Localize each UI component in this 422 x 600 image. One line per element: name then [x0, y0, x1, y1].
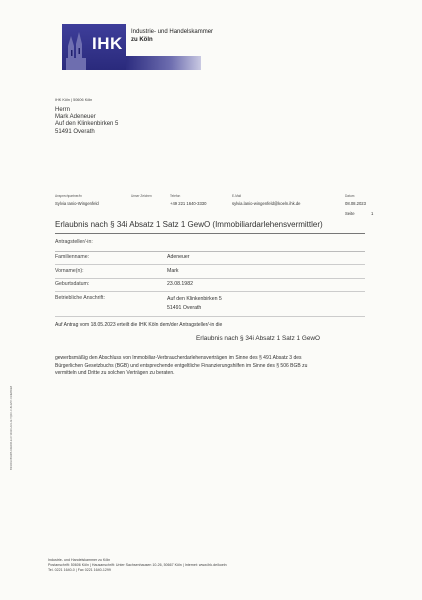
paragraph-line-1: gewerbsmäßig den Abschluss von Immobiliar-Verbraucherdarlehensverträgen im Sinne des § 491 Absatz 3 des	[55, 355, 302, 361]
applicant-heading: Antragsteller/-in:	[55, 239, 93, 245]
grant-sentence: Auf Antrag vom 18.05.2023 erteilt die IHK Köln dem/der Antragsteller/-in die	[55, 322, 223, 328]
address-rule	[55, 316, 365, 317]
sender-line: IHK Köln | 50606 Köln	[55, 98, 93, 102]
phone-label: Telefon	[170, 194, 181, 198]
permit-paragraph	[55, 355, 307, 378]
page-label: Seite	[345, 211, 355, 216]
logo-text: IHK	[92, 34, 123, 53]
chamber-name	[131, 28, 213, 44]
paragraph-line-3: vermitteln und Dritte zu solchen Verträgen zu beraten.	[55, 370, 175, 377]
business-address-label: Betriebliche Anschrift:	[55, 295, 105, 301]
chamber-line-1: Industrie- und Handelskammer	[131, 29, 214, 35]
birthdate-label: Geburtsdatum:	[55, 281, 90, 287]
chamber-line-2: zu Köln	[131, 37, 153, 43]
recipient-salutation: Herrn	[55, 107, 71, 113]
footer	[48, 558, 227, 573]
contact-label: Ansprechpartner/in	[55, 194, 82, 198]
birthdate-rule	[55, 291, 365, 292]
page-value: 1	[371, 211, 374, 216]
business-address-line2: 51491 Overath	[167, 305, 202, 311]
document-title: Erlaubnis nach § 34i Absatz 1 Satz 1 GewO (Immobiliardarlehensvermittler)	[55, 220, 323, 229]
birthdate-value: 23.08.1982	[167, 281, 193, 287]
title-rule	[55, 233, 365, 234]
firstname-value: Mark	[167, 268, 179, 274]
applicant-rule	[55, 251, 365, 252]
firstname-rule	[55, 278, 365, 279]
footer-line-3: Tel. 0221 1640-0 | Fax 0221 1640-1299	[48, 568, 111, 572]
business-address-line1: Auf den Klinkenbirken 5	[167, 296, 222, 302]
contact-value: Sylvia Ianio-Wingenfeld	[55, 201, 99, 206]
margin-code: BR100L0B1385-04E006-E-0713310-ACLJ2-TQ0C-C-8L2257-014EBDE8	[10, 385, 13, 470]
email-value: sylvia.lanio-wingenfeld@koeln.ihk.de	[232, 201, 301, 206]
reference-label: Unser Zeichen	[131, 194, 152, 198]
date-label: Datum	[345, 194, 355, 198]
paragraph-line-2: Bürgerlichen Gesetzbuchs (BGB) und entsprechende entgeltliche Finanzierungshilfen im Sinne des § 506 BGB zu	[55, 362, 308, 369]
surname-rule	[55, 264, 365, 265]
surname-label: Familienname:	[55, 254, 90, 260]
phone-value: +49 221 1640-3330	[170, 201, 207, 206]
recipient-name: Mark Adeneuer	[55, 114, 96, 121]
recipient-city: 51491 Overath	[55, 128, 95, 135]
firstname-label: Vorname(n):	[55, 268, 84, 274]
footer-line-2: Postanschrift: 50606 Köln | Hausanschrift: Unter Sachsenhausen 10-26, 50667 Köln | Internet: www.ihk.de/koeln	[48, 563, 227, 567]
permit-title: Erlaubnis nach § 34i Absatz 1 Satz 1 GewO	[196, 335, 320, 342]
recipient-street: Auf den Klinkenbirken 5	[55, 121, 119, 128]
date-value: 08.08.2023	[345, 201, 366, 206]
recipient-address	[55, 107, 118, 136]
footer-line-1: Industrie- und Handelskammer zu Köln	[48, 558, 111, 562]
logo-band	[126, 56, 201, 70]
email-label: E-Mail	[232, 194, 242, 198]
surname-value: Adeneuer	[167, 254, 190, 260]
ihk-logo	[62, 24, 126, 70]
